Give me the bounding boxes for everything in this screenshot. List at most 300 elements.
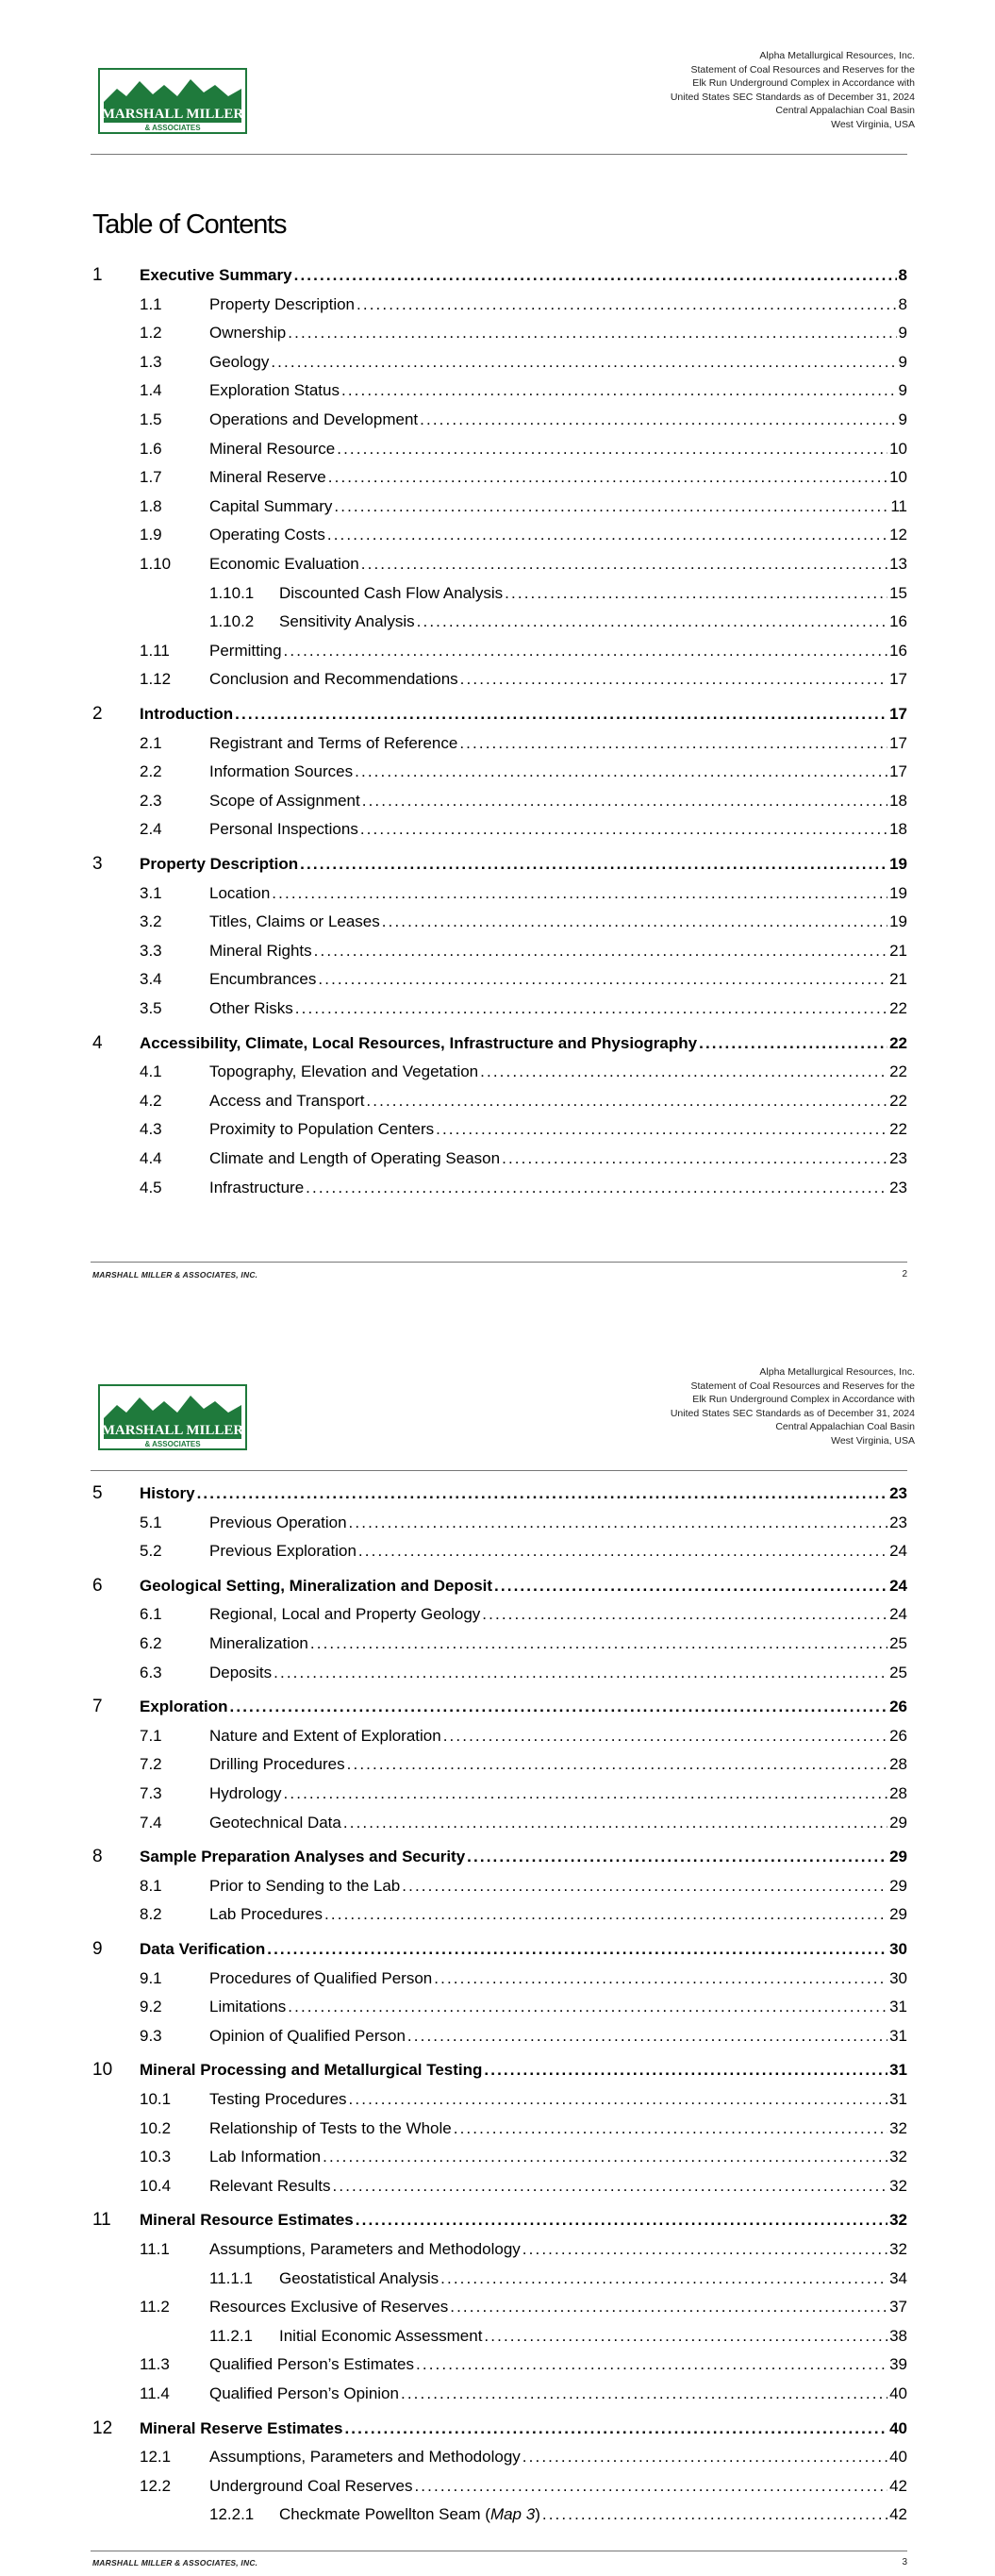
toc-entry-title [279,584,503,603]
toc-entry[interactable] [0,1662,995,1686]
toc-entry-number: 2.1 [140,733,162,752]
toc-entry-page: 9 [898,352,907,371]
toc-entry-title-text: Lab Information [209,2148,322,2166]
toc-dot-leader [467,1848,887,1866]
toc-dot-leader [327,526,887,544]
toc-entry-title [209,2477,412,2496]
toc-dot-leader [349,1514,888,1532]
toc-entry-title [209,381,340,400]
toc-entry[interactable] [0,1118,995,1143]
toc-entry[interactable] [0,818,995,843]
toc-dot-leader [318,970,887,989]
toc-entry-page: 29 [889,1813,907,1832]
toc-entry[interactable] [0,1938,995,1963]
logo-main-text: MARSHALL MILLER [101,107,244,122]
toc-entry-number: 8.1 [140,1876,162,1895]
toc-entry-title-text: Property Description [209,294,356,313]
toc-entry-title [209,884,270,903]
toc-entry[interactable] [0,1512,995,1536]
toc-dot-leader [328,468,887,487]
toc-entry-number: 3.2 [140,912,162,931]
toc-entry[interactable] [0,2025,995,2049]
toc-entry-title [209,497,332,516]
toc-entry-page: 9 [898,381,907,400]
toc-entry-number: 5 [92,1483,103,1503]
toc-dot-leader [288,1998,887,2016]
toc-entry-title [209,792,360,811]
toc-entry-number: 4.5 [140,1178,162,1196]
toc-entry-title-text: Nature and Extent of Exploration [209,1726,441,1745]
toc-entry-title [140,1848,465,1866]
toc-entry[interactable] [0,2059,995,2083]
toc-entry-title-text: Infrastructure [209,1178,305,1196]
toc-entry[interactable] [0,1540,995,1564]
toc-entry-page: 12 [889,526,907,544]
toc-entry-page: 30 [889,1940,907,1958]
toc-entry[interactable] [0,2296,995,2320]
toc-entry-title-text: Access and Transport [209,1091,365,1110]
toc-entry-title [140,2419,342,2438]
toc-entry[interactable] [0,2267,995,2292]
toc-entry[interactable] [0,761,995,785]
toc-entry-title-text: Underground Coal Reserves [209,2476,413,2495]
toc-entry-title-text: Deposits [209,1663,273,1681]
toc-entry-title-text: Data Verification [140,1940,266,1958]
toc-entry[interactable] [0,2503,995,2528]
footer-firm: MARSHALL MILLER & ASSOCIATES, INC. [92,2558,258,2568]
toc-entry[interactable] [0,2446,995,2470]
toc-entry-title-text: Exploration Status [209,381,340,400]
toc-entry-page: 17 [889,705,907,723]
toc-dot-leader [235,705,887,724]
toc-entry-page: 23 [889,1484,907,1502]
toc-entry-page: 32 [889,2148,907,2166]
toc-entry-title-text: Initial Economic Assessment [279,2326,483,2345]
toc-entry-number: 1.7 [140,468,162,487]
toc-entry[interactable] [0,379,995,404]
toc-entry[interactable] [0,2175,995,2200]
toc-entry-title [209,2240,521,2259]
toc-entry[interactable] [0,409,995,433]
toc-entry[interactable] [0,2417,995,2442]
toc-entry[interactable] [0,553,995,577]
toc-entry-page: 29 [889,1876,907,1895]
toc-entry[interactable] [0,293,995,318]
toc-entry-page: 24 [889,1605,907,1624]
toc-entry-title-text: Mineral Processing and Metallurgical Testing [140,2061,483,2080]
toc-entry[interactable] [0,1967,995,1992]
toc-dot-leader [306,1179,887,1197]
header-line: United States SEC Standards as of December 31, 2024 [670,91,915,103]
toc-entry-title-text: Drilling Procedures [209,1755,345,1774]
toc-entry-title [209,2298,448,2317]
toc-entry[interactable] [0,582,995,607]
toc-entry-title-text: Limitations [209,1998,287,2016]
toc-dot-leader [436,1120,887,1139]
toc-entry-title-text: Sensitivity Analysis [279,612,415,631]
toc-entry-title-text: Operations and Development [209,410,419,428]
toc-dot-leader [274,1664,887,1682]
toc-entry-number: 4.2 [140,1091,162,1110]
toc-dot-leader [341,381,897,400]
toc-entry[interactable] [0,351,995,376]
toc-dot-leader [334,497,888,516]
toc-dot-leader [366,1092,887,1111]
toc-entry-page: 32 [889,2176,907,2195]
toc-entry[interactable] [0,1846,995,1870]
toc-entry-number: 11.2.1 [209,2326,254,2345]
toc-entry-number: 7 [92,1697,103,1717]
toc-entry[interactable] [0,2353,995,2378]
page-header-text [671,49,915,132]
toc-entry-title-text: Operating Costs [209,526,325,544]
toc-entry-page: 32 [889,2240,907,2258]
toc-entry-title [209,440,335,459]
toc-entry[interactable] [0,466,995,491]
toc-entry-number: 1 [92,265,103,285]
toc-entry-title [140,1484,195,1503]
toc-entry-title [279,2505,540,2524]
header-line: Elk Run Underground Complex in Accordance with [692,77,915,90]
toc-entry-page: 22 [889,1091,907,1110]
toc-entry-number: 12 [92,2417,113,2438]
toc-entry-number: 7.3 [140,1784,162,1802]
toc-entry[interactable] [0,997,995,1022]
toc-entry-title [209,1514,347,1532]
toc-entry[interactable] [0,2146,995,2170]
toc-entry-number: 1.1 [140,294,162,313]
toc-entry[interactable] [0,264,995,289]
toc-dot-leader [230,1698,888,1716]
toc-entry[interactable] [0,2117,995,2142]
toc-entry-number: 1.2 [140,324,162,343]
toc-entry-page: 16 [889,612,907,631]
toc-entry-page: 40 [889,2418,907,2437]
toc-entry-title [279,2269,439,2288]
toc-entry-page: 32 [889,2118,907,2137]
toc-entry-title-text: Mineral Resource [209,439,336,458]
toc-dot-leader [522,2448,887,2467]
toc-entry-title-text: Qualified Person’s Estimates [209,2355,415,2374]
toc-entry-title [209,295,355,314]
toc-entry-title-text: Climate and Length of Operating Season [209,1149,501,1167]
toc-entry-title [140,705,233,724]
toc-entry[interactable] [0,1090,995,1114]
toc-entry-number: 4.4 [140,1149,162,1167]
toc-dot-leader [407,2027,887,2046]
toc-entry[interactable] [0,853,995,878]
toc-entry-title-text: Mineralization [209,1634,308,1652]
toc-entry-page: 24 [889,1576,907,1595]
toc-entry-title-text: Registrant and Terms of Reference [209,733,458,752]
header-line: West Virginia, USA [831,118,915,130]
toc-entry-title [209,1149,500,1168]
toc-entry-page: 13 [889,555,907,573]
toc-entry-number: 7.4 [140,1813,162,1832]
toc-entry[interactable] [0,611,995,635]
toc-entry-title [209,1542,357,1561]
toc-dot-leader [267,1940,887,1959]
toc-entry[interactable] [0,882,995,907]
toc-entry-title [209,2027,406,2046]
toc-entry-title-text: Testing Procedures [209,2090,347,2108]
toc-dot-leader [494,1577,887,1596]
toc-entry[interactable] [0,911,995,935]
toc-entry-page: 25 [889,1663,907,1681]
toc-entry-title [140,1698,228,1716]
toc-entry-number: 12.2 [140,2476,172,2495]
header-line: Elk Run Underground Complex in Accordance with [692,1394,915,1406]
toc-entry-page: 28 [889,1784,907,1802]
toc-entry-page: 23 [889,1513,907,1531]
toc-entry-title-text: Assumptions, Parameters and Methodology [209,2448,521,2467]
toc-entry-page: 22 [889,999,907,1017]
toc-entry-number: 3.3 [140,941,162,960]
toc-dot-leader [355,762,887,781]
toc-entry-title [209,1727,441,1746]
toc-entry-title [209,2448,521,2467]
toc-entry-title [209,353,269,372]
toc-entry-number: 4.1 [140,1062,162,1081]
toc-entry-number: 2.4 [140,820,162,839]
toc-dot-leader [382,912,887,931]
toc-entry-title-text: Scope of Assignment [209,791,360,810]
header-company: Alpha Metallurgical Resources, Inc. [759,1366,915,1378]
toc-entry-page: 31 [889,2026,907,2045]
toc-entry[interactable] [0,940,995,964]
toc-entry-number: 8.2 [140,1905,162,1924]
toc-dot-leader [272,884,887,903]
toc-dot-leader [358,1542,887,1561]
toc-entry-title [209,2148,321,2166]
footer-page-number: 3 [902,2557,907,2568]
toc-entry[interactable] [0,968,995,993]
toc-entry[interactable] [0,1032,995,1057]
toc-entry-title-text: Checkmate Powellton Seam ( [279,2505,490,2524]
toc-entry[interactable] [0,2209,995,2233]
toc-entry[interactable] [0,1782,995,1807]
toc-entry-title [279,612,415,631]
toc-entry-number: 5.2 [140,1542,162,1561]
toc-entry-number: 1.9 [140,526,162,544]
toc-entry[interactable] [0,1753,995,1778]
toc-entry[interactable] [0,640,995,664]
company-logo [98,68,247,134]
toc-entry-title-text: Relationship of Tests to the Whole [209,2118,452,2137]
toc-entry[interactable] [0,668,995,693]
toc-entry-title-text: Economic Evaluation [209,555,359,573]
toc-entry-title-text: Hydrology [209,1784,282,1802]
toc-entry-title-text: Geotechnical Data [209,1813,341,1832]
toc-entry[interactable] [0,703,995,728]
toc-dot-leader [361,555,887,574]
toc-dot-leader [284,1784,888,1803]
toc-entry-page: 19 [889,883,907,902]
document-page-3 [0,1316,995,2576]
toc-entry[interactable] [0,2475,995,2500]
toc-dot-leader [300,855,887,874]
toc-entry[interactable] [0,1696,995,1720]
toc-entry-page: 38 [889,2326,907,2345]
toc-entry-title-text: Conclusion and Recommendations [209,670,458,689]
toc-dot-leader [314,942,887,961]
header-rule [91,1470,907,1471]
toc-entry[interactable] [0,1177,995,1201]
toc-entry-title [209,820,358,839]
toc-entry-title [209,324,286,343]
toc-entry-title [209,410,418,429]
toc-entry[interactable] [0,1482,995,1507]
toc-entry-page: 37 [889,2298,907,2317]
toc-entry[interactable] [0,322,995,346]
toc-entry-number: 6.2 [140,1634,162,1652]
toc-entry[interactable] [0,2383,995,2407]
logo-sub-text: & ASSOCIATES [144,124,201,132]
toc-entry-title-text: Exploration [140,1698,228,1716]
toc-entry-title [209,1969,432,1988]
toc-dot-leader [482,1605,887,1624]
toc-entry-title [209,468,326,487]
toc-entry-title-text: Accessibility, Climate, Local Resources, Infrastructure and Physiography [140,1033,698,1052]
toc-entry-page: 10 [889,468,907,487]
toc-entry-number: 11.1 [140,2240,170,2258]
toc-entry[interactable] [0,1812,995,1836]
toc-entry[interactable] [0,524,995,548]
toc-entry-number: 1.8 [140,496,162,515]
toc-entry-title-text: Property Description [140,855,299,873]
toc-entry-title [209,1062,478,1081]
toc-entry-page: 19 [889,855,907,873]
toc-entry-page: 22 [889,1120,907,1139]
toc-entry-title [140,1940,265,1959]
toc-dot-leader [416,2355,887,2374]
toc-entry-title-text: Previous Operation [209,1513,347,1531]
toc-entry-page: 21 [889,970,907,989]
toc-entry[interactable] [0,1603,995,1628]
toc-entry-title-text: Procedures of Qualified Person [209,1968,433,1987]
toc-entry-number: 10 [92,2060,113,2081]
footer-rule [91,1262,907,1263]
toc-entry-number: 1.11 [140,641,170,660]
toc-entry-title [209,2090,347,2109]
toc-dot-leader [699,1034,887,1053]
toc-entry[interactable] [0,1903,995,1928]
toc-entry[interactable] [0,732,995,757]
toc-dot-leader [271,353,896,372]
toc-dot-leader [484,2061,887,2080]
toc-entry[interactable] [0,495,995,520]
toc-entry-title-text: Proximity to Population Centers [209,1120,435,1139]
logo-main-text: MARSHALL MILLER [101,1423,244,1438]
toc-entry-number: 11.1.1 [209,2268,254,2287]
toc-entry-title [209,1664,272,1682]
toc-entry-number: 11.3 [140,2355,170,2374]
toc-dot-leader [337,440,887,459]
toc-entry-title-text: Executive Summary [140,266,292,284]
toc-entry-title [209,670,458,689]
toc-entry[interactable] [0,1632,995,1657]
toc-entry[interactable] [0,2088,995,2113]
toc-dot-leader [505,584,887,603]
toc-entry-number: 7.1 [140,1726,162,1745]
toc-dot-leader [414,2477,887,2496]
toc-entry[interactable] [0,1061,995,1085]
toc-entry-page: 11 [890,496,907,515]
toc-entry-title-text: Regional, Local and Property Geology [209,1605,481,1624]
toc-entry-number: 1.3 [140,352,162,371]
toc-entry-title-text: Mineral Reserve [209,468,326,487]
toc-entry-number: 1.10.2 [209,612,255,631]
toc-entry-title-text: Mineral Resource Estimates [140,2211,354,2230]
toc-entry[interactable] [0,1575,995,1599]
toc-entry-title-text: Sample Preparation Analyses and Security [140,1848,466,1866]
toc-entry-number: 11.2 [140,2298,170,2317]
logo-sub-text: & ASSOCIATES [144,1440,201,1448]
toc-entry-title [279,2327,482,2346]
toc-entry-number: 1.10.1 [209,583,255,602]
toc-dot-leader [347,1755,887,1774]
toc-entry-page: 39 [889,2355,907,2374]
toc-entry-page: 23 [889,1149,907,1167]
toc-entry-title [209,1814,341,1832]
toc-entry[interactable] [0,1147,995,1172]
toc-entry[interactable] [0,2325,995,2350]
toc-entry-title-text: Titles, Claims or Leases [209,912,380,931]
toc-dot-leader [324,1905,887,1924]
toc-entry-title [209,2119,452,2138]
toc-entry-number: 2.3 [140,791,162,810]
toc-dot-leader [401,2384,887,2403]
toc-entry[interactable] [0,790,995,814]
toc-entry-title [209,970,316,989]
toc-entry-page: 31 [889,2090,907,2108]
toc-dot-leader [197,1484,888,1503]
toc-entry-page: 9 [898,324,907,343]
toc-entry-number: 1.5 [140,410,162,428]
toc-entry[interactable] [0,1996,995,2020]
toc-entry[interactable] [0,2238,995,2263]
toc-entry-page: 24 [889,1542,907,1561]
toc-dot-leader [454,2119,887,2138]
toc-entry-title [209,1755,345,1774]
page-header-text [671,1365,915,1448]
toc-entry-page: 8 [898,294,907,313]
toc-entry-title [140,1577,492,1596]
toc-dot-leader [434,1969,887,1988]
toc-entry-number: 10.3 [140,2148,172,2166]
company-logo [98,1384,247,1450]
header-line: West Virginia, USA [831,1434,915,1447]
toc-entry-page: 17 [889,733,907,752]
toc-entry-title-text: Other Risks [209,999,293,1017]
toc-entry-title [209,1877,400,1896]
toc-entry-page: 18 [889,820,907,839]
toc-entry-title-text: Opinion of Qualified Person [209,2026,406,2045]
toc-entry[interactable] [0,1725,995,1749]
toc-dot-leader [362,792,887,811]
toc-entry-title [209,555,359,574]
toc-entry-number: 12.2.1 [209,2505,255,2524]
toc-entry-title-text: Personal Inspections [209,820,358,839]
toc-entry[interactable] [0,438,995,462]
toc-dot-leader [522,2240,887,2259]
toc-entry[interactable] [0,1875,995,1899]
toc-entry-title [209,999,293,1018]
toc-entry-title [209,2355,414,2374]
toc-entry-page: 25 [889,1634,907,1652]
toc-dot-leader [360,820,887,839]
toc-dot-leader [333,2177,888,2196]
